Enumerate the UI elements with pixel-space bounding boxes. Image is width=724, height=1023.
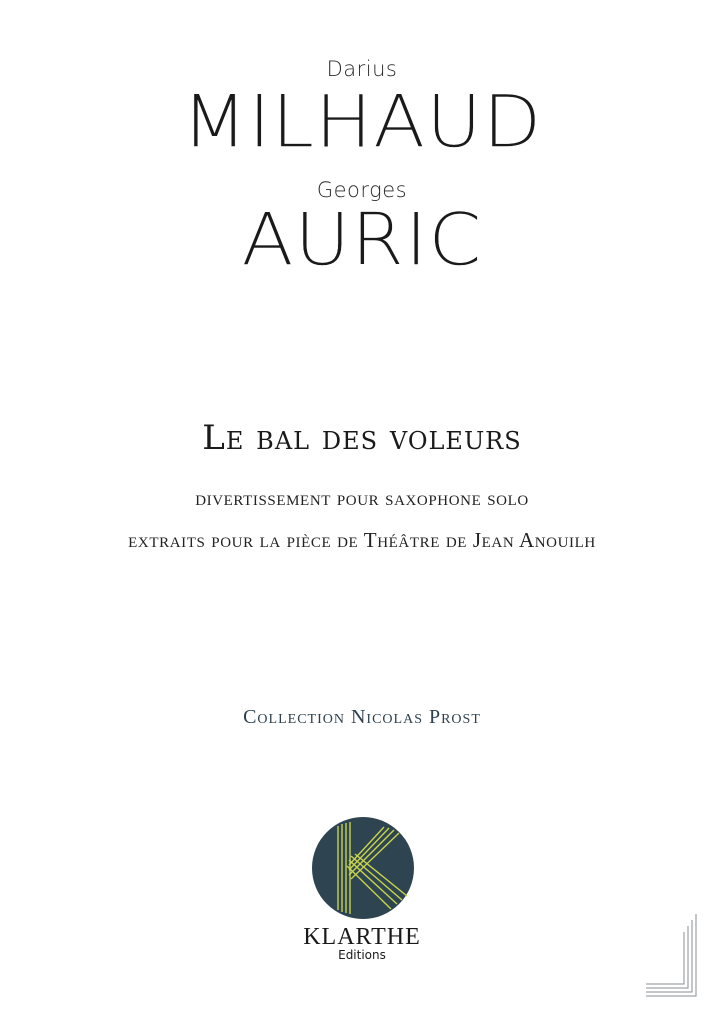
- publisher-name: KLARTHE: [303, 924, 421, 950]
- divider-top: [20, 313, 704, 335]
- publisher-subname: Editions: [338, 948, 386, 962]
- corner-lines-mark: [644, 912, 700, 998]
- subtitle-line-1: divertissement pour saxophone solo: [195, 486, 529, 510]
- composer-1-last-name: MILHAUD: [181, 79, 543, 164]
- composer-2-last-name: AURIC: [241, 197, 483, 282]
- divider-bottom: [20, 662, 704, 684]
- title: Le bal des voleurs: [202, 418, 522, 458]
- subtitle-line-2: extraits pour la pièce de Théâtre de Jean Anouilh: [128, 528, 596, 552]
- composer-2-first-name: Georges: [316, 178, 408, 202]
- composer-1-first-name: Darius: [326, 57, 398, 81]
- collection-name: Collection Nicolas Prost: [243, 706, 481, 728]
- klarthe-logo: [311, 816, 415, 920]
